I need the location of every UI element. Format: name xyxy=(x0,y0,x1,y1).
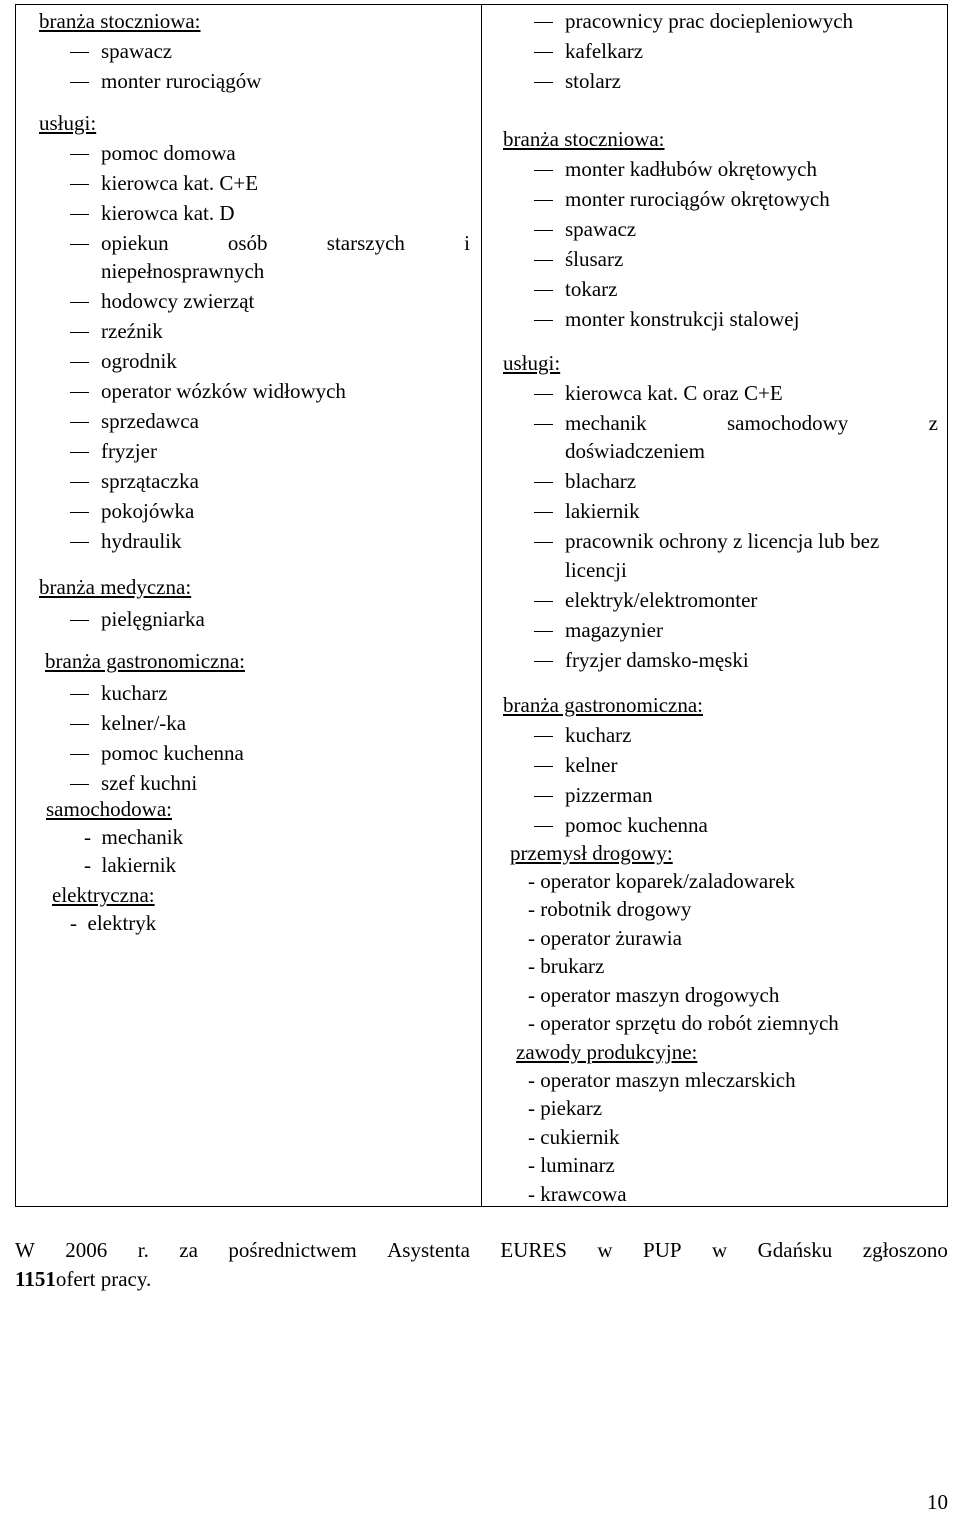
word: i xyxy=(464,231,470,255)
list-item: sprzedawca xyxy=(101,409,199,433)
list-item: - krawcowa xyxy=(528,1182,627,1206)
list-item: - mechanik xyxy=(84,825,184,849)
list-item: kelner xyxy=(565,753,618,777)
list-item: pracownik ochrony z licencja lub bez xyxy=(565,529,880,553)
list-item: - lakiernik xyxy=(84,853,177,877)
list-item: kucharz xyxy=(565,723,632,747)
word: pośrednictwem xyxy=(228,1238,357,1262)
list-item: fryzjer xyxy=(101,439,157,463)
list-item: - operator żurawia xyxy=(528,926,682,950)
list-item: monter rurociągów xyxy=(101,69,262,93)
section-heading: branża gastronomiczna: xyxy=(503,693,703,717)
section-heading: branża medyczna: xyxy=(39,575,192,599)
list-item: ślusarz xyxy=(565,247,624,271)
list-item: lakiernik xyxy=(565,499,640,523)
word: Gdańsku xyxy=(757,1238,833,1262)
section-heading: branża stoczniowa: xyxy=(503,127,665,151)
list-item: monter kadłubów okrętowych xyxy=(565,157,817,181)
list-item: pizzerman xyxy=(565,783,653,807)
word: starszych xyxy=(326,231,405,255)
list-item: pomoc kuchenna xyxy=(565,813,708,837)
list-item-continuation: doświadczeniem xyxy=(565,439,705,463)
word: r. xyxy=(137,1238,149,1262)
list-item: blacharz xyxy=(565,469,637,493)
section-heading: usługi: xyxy=(503,351,561,375)
list-item: - operator koparek/zaladowarek xyxy=(528,869,796,893)
list-item: pokojówka xyxy=(101,499,195,523)
list-item: - piekarz xyxy=(528,1096,603,1120)
list-item: - operator maszyn mleczarskich xyxy=(528,1068,796,1092)
summary-line-2 xyxy=(15,1265,948,1294)
word: Asystenta xyxy=(387,1238,470,1262)
list-item: pomoc domowa xyxy=(101,141,236,165)
list-item: pomoc kuchenna xyxy=(101,741,244,765)
list-item: - elektryk xyxy=(70,911,157,935)
list-item: rzeźnik xyxy=(101,319,163,343)
list-item: monter konstrukcji stalowej xyxy=(565,307,800,331)
section-heading: zawody produkcyjne: xyxy=(516,1040,698,1064)
word: opiekun xyxy=(101,231,169,255)
list-item: - operator sprzętu do robót ziemnych xyxy=(528,1011,839,1035)
word: za xyxy=(179,1238,198,1262)
list-item: operator wózków widłowych xyxy=(101,379,346,403)
list-item-justified xyxy=(101,229,470,257)
list-item: ogrodnik xyxy=(101,349,177,373)
list-item: kucharz xyxy=(101,681,168,705)
column-divider xyxy=(481,5,482,1206)
section-heading: przemysł drogowy: xyxy=(510,841,673,865)
list-item: spawacz xyxy=(565,217,637,241)
list-item: szef kuchni xyxy=(101,771,198,795)
word: 2006 xyxy=(65,1238,108,1262)
list-item: - luminarz xyxy=(528,1153,615,1177)
word: z xyxy=(928,411,938,435)
word: osób xyxy=(227,231,268,255)
list-item: magazynier xyxy=(565,618,663,642)
section-heading: branża stoczniowa: xyxy=(39,9,201,33)
page-number: 10 xyxy=(927,1490,948,1514)
list-item: - operator maszyn drogowych xyxy=(528,983,780,1007)
summary-tail: ofert pracy. xyxy=(55,1267,152,1291)
list-item-justified xyxy=(565,409,938,437)
summary-paragraph xyxy=(15,1236,948,1294)
list-item: kierowca kat. C+E xyxy=(101,171,259,195)
section-heading: elektryczna: xyxy=(52,883,155,907)
list-item-continuation: niepełnosprawnych xyxy=(101,259,265,283)
list-item: - cukiernik xyxy=(528,1125,620,1149)
list-item: tokarz xyxy=(565,277,618,301)
word: W xyxy=(15,1238,35,1262)
word: EURES xyxy=(500,1238,567,1262)
list-item: - robotnik drogowy xyxy=(528,897,692,921)
section-heading: branża gastronomiczna: xyxy=(45,649,245,673)
word: w xyxy=(597,1238,613,1262)
word: w xyxy=(712,1238,728,1262)
list-item: kierowca kat. D xyxy=(101,201,235,225)
list-item: kafelkarz xyxy=(565,39,644,63)
jobs-table xyxy=(15,4,948,1207)
list-item: pracownicy prac dociepleniowych xyxy=(565,9,854,33)
list-item-continuation: licencji xyxy=(565,558,627,582)
offer-count: 1151 xyxy=(15,1267,56,1291)
list-item: hydraulik xyxy=(101,529,182,553)
section-heading: samochodowa: xyxy=(46,797,172,821)
summary-line-1 xyxy=(15,1236,948,1265)
list-item: monter rurociągów okrętowych xyxy=(565,187,830,211)
list-item: fryzjer damsko-męski xyxy=(565,648,749,672)
list-item: hodowcy zwierząt xyxy=(101,289,255,313)
list-item: sprzątaczka xyxy=(101,469,199,493)
word: PUP xyxy=(643,1238,682,1262)
word: zgłoszono xyxy=(862,1238,948,1262)
list-item: elektryk/elektromonter xyxy=(565,588,758,612)
list-item: kierowca kat. C oraz C+E xyxy=(565,381,783,405)
word: samochodowy xyxy=(726,411,849,435)
section-heading: usługi: xyxy=(39,111,97,135)
list-item: pielęgniarka xyxy=(101,607,205,631)
list-item: stolarz xyxy=(565,69,621,93)
list-item: spawacz xyxy=(101,39,173,63)
list-item: kelner/-ka xyxy=(101,711,187,735)
list-item: - brukarz xyxy=(528,954,605,978)
word: mechanik xyxy=(565,411,647,435)
